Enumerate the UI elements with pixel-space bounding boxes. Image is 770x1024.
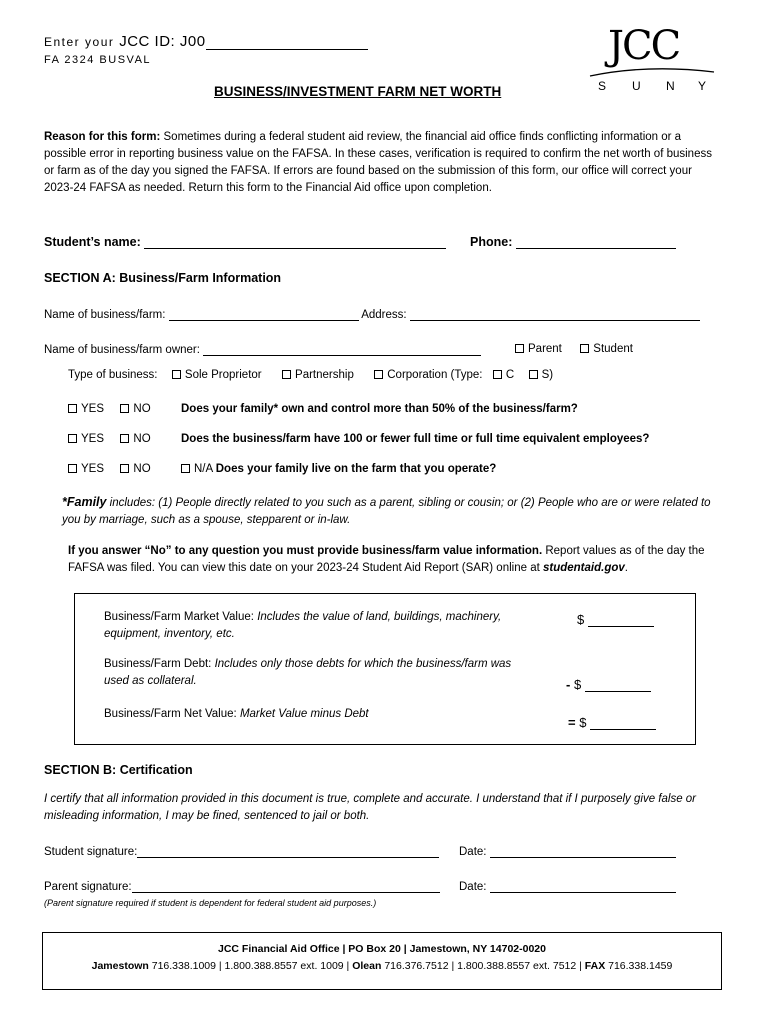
student-signature-row bbox=[44, 845, 439, 858]
owner-options bbox=[515, 343, 633, 355]
jcc-id-label bbox=[44, 33, 368, 50]
net-value-entry bbox=[568, 715, 656, 730]
corporation-label: Corporation (Type: bbox=[387, 369, 483, 381]
q1-yes-checkbox[interactable] bbox=[68, 404, 77, 413]
no-label: NO bbox=[133, 463, 151, 475]
business-name-row bbox=[44, 308, 700, 321]
corp-s-checkbox[interactable] bbox=[529, 370, 538, 379]
q3-yes-checkbox[interactable] bbox=[68, 464, 77, 473]
net-value-desc: Market Value minus Debt bbox=[239, 708, 369, 720]
student-name-field[interactable] bbox=[144, 236, 446, 249]
partnership-checkbox[interactable] bbox=[282, 370, 291, 379]
logo-swoosh-icon bbox=[588, 66, 718, 78]
id-prefix: JCC ID: J00 bbox=[119, 33, 206, 50]
footer-jamestown-numbers: 716.338.1009 | 1.800.388.8557 ext. 1009 | bbox=[151, 960, 350, 972]
question-3-options bbox=[68, 463, 151, 475]
dollar-sign: $ bbox=[573, 677, 582, 692]
student-checkbox[interactable] bbox=[580, 344, 589, 353]
dollar-sign: $ bbox=[579, 715, 587, 730]
debt-desc: Includes only those debts for which the business/farm was used as collateral. bbox=[104, 658, 512, 687]
student-date-row bbox=[459, 845, 676, 858]
market-value-row bbox=[104, 609, 504, 643]
equals-sign: = bbox=[568, 715, 576, 730]
business-type-label: Type of business: bbox=[68, 369, 158, 381]
student-signature-label: Student signature: bbox=[44, 846, 138, 858]
phone-label: Phone: bbox=[470, 235, 513, 249]
student-label: Student bbox=[593, 343, 633, 355]
parent-label: Parent bbox=[528, 343, 562, 355]
business-name-label: Name of business/farm: bbox=[44, 309, 166, 321]
logo-letter: U bbox=[632, 79, 641, 93]
question-3: Does your family live on the farm that you operate? bbox=[215, 463, 497, 475]
parent-checkbox[interactable] bbox=[515, 344, 524, 353]
q3-no-checkbox[interactable] bbox=[120, 464, 129, 473]
parent-date-field[interactable] bbox=[490, 880, 676, 893]
footer-jamestown-label: Jamestown bbox=[91, 960, 149, 972]
dollar-sign: $ bbox=[577, 612, 585, 627]
period: . bbox=[624, 562, 628, 574]
owner-row bbox=[44, 343, 481, 356]
q3-na-checkbox[interactable] bbox=[181, 464, 190, 473]
logo-letter: S bbox=[598, 79, 607, 93]
logo-suny-text bbox=[588, 79, 718, 93]
net-value-field[interactable] bbox=[590, 717, 656, 730]
jcc-id-field[interactable] bbox=[206, 37, 368, 50]
owner-label: Name of business/farm owner: bbox=[44, 344, 200, 356]
logo-jcc-text: JCC bbox=[608, 23, 680, 69]
address-label: Address: bbox=[361, 309, 407, 321]
yes-label: YES bbox=[81, 403, 105, 415]
na-label: N/A bbox=[194, 463, 213, 475]
question-2-options bbox=[68, 433, 151, 445]
parent-signature-field[interactable] bbox=[132, 880, 440, 893]
phone-field[interactable] bbox=[516, 236, 676, 249]
corp-c-checkbox[interactable] bbox=[493, 370, 502, 379]
yes-label: YES bbox=[81, 463, 105, 475]
footer-olean-label: Olean bbox=[352, 960, 382, 972]
net-value-row bbox=[104, 708, 369, 720]
corp-s-label: S) bbox=[541, 369, 554, 381]
question-1-options bbox=[68, 403, 151, 415]
debt-label: Business/Farm Debt: bbox=[104, 658, 212, 670]
yes-label: YES bbox=[81, 433, 105, 445]
sole-proprietor-label: Sole Proprietor bbox=[184, 369, 262, 381]
partnership-label: Partnership bbox=[295, 369, 354, 381]
footer-fax-number: 716.338.1459 bbox=[608, 960, 673, 972]
market-value-label: Business/Farm Market Value: bbox=[104, 611, 254, 623]
sole-proprietor-checkbox[interactable] bbox=[172, 370, 181, 379]
debt-field[interactable] bbox=[585, 679, 651, 692]
question-3-row bbox=[181, 463, 496, 475]
corporation-checkbox[interactable] bbox=[374, 370, 383, 379]
phone-row bbox=[470, 235, 676, 249]
student-date-field[interactable] bbox=[490, 845, 676, 858]
minus-sign: - bbox=[566, 677, 571, 692]
date-label: Date: bbox=[459, 846, 487, 858]
business-type-row bbox=[68, 369, 553, 381]
owner-field[interactable] bbox=[203, 343, 481, 356]
logo-letter: Y bbox=[698, 79, 707, 93]
net-value-label: Business/Farm Net Value: bbox=[104, 708, 237, 720]
no-label: NO bbox=[133, 403, 151, 415]
question-1: Does your family* own and control more than 50% of the business/farm? bbox=[181, 403, 578, 415]
student-name-row bbox=[44, 235, 446, 249]
family-note bbox=[62, 494, 722, 529]
parent-date-row bbox=[459, 880, 676, 893]
q2-no-checkbox[interactable] bbox=[120, 434, 129, 443]
no-answer-text: Report values as of the day the FAFSA was filed. You can view this date on your 2023-24 Student Aid Report (SAR) online at bbox=[68, 545, 705, 574]
corp-c-label: C bbox=[505, 369, 515, 381]
q1-no-checkbox[interactable] bbox=[120, 404, 129, 413]
no-answer-bold: If you answer “No” to any question you must provide business/farm value information. bbox=[68, 545, 543, 557]
market-value-field[interactable] bbox=[588, 614, 654, 627]
market-value-entry bbox=[577, 612, 654, 627]
student-signature-field[interactable] bbox=[137, 845, 439, 858]
debt-row bbox=[104, 656, 534, 690]
reason-label: Reason for this form: bbox=[44, 131, 161, 143]
footer-contacts bbox=[43, 960, 721, 972]
debt-entry bbox=[566, 677, 651, 692]
parent-signature-row bbox=[44, 880, 440, 893]
parent-signature-label: Parent signature: bbox=[44, 881, 132, 893]
id-label-text: Enter your bbox=[44, 35, 115, 49]
family-note-label: *Family bbox=[62, 495, 107, 509]
footer-address: JCC Financial Aid Office | PO Box 20 | Jamestown, NY 14702-0020 bbox=[217, 943, 546, 955]
section-b-heading: SECTION B: Certification bbox=[44, 763, 193, 777]
date-label: Date: bbox=[459, 881, 487, 893]
student-name-label: Student’s name: bbox=[44, 235, 141, 249]
reason-text: Sometimes during a federal student aid review, the financial aid office finds conflicting information or a possible error in reporting business value on the FAFSA. In these cases, verification is required to confirm the net worth of business or farm as of the day you signed the FAFSA. If errors are found based on the submission of this form, our office will correct your 2023-24 FAFSA as needed. Return this form to the Financial Aid office upon completion. bbox=[44, 131, 712, 194]
footer-box bbox=[42, 932, 722, 990]
footer-olean-numbers: 716.376.7512 | 1.800.388.8557 ext. 7512 | bbox=[384, 960, 582, 972]
form-code: FA 2324 BUSVAL bbox=[44, 54, 152, 66]
jcc-suny-logo bbox=[588, 23, 718, 96]
business-name-field[interactable] bbox=[169, 308, 359, 321]
address-field[interactable] bbox=[410, 308, 700, 321]
page-title: BUSINESS/INVESTMENT FARM NET WORTH bbox=[214, 84, 502, 99]
family-note-text: includes: (1) People directly related to you such as a parent, sibling or cousin; or (2) People who are or were related to you by marriage, such as a spouse, stepparent or in-law. bbox=[62, 497, 711, 526]
no-label: NO bbox=[133, 433, 151, 445]
reason-paragraph bbox=[44, 129, 724, 197]
question-2: Does the business/farm have 100 or fewer full time or full time equivalent employees? bbox=[181, 433, 650, 445]
section-a-heading: SECTION A: Business/Farm Information bbox=[44, 271, 282, 285]
studentaid-link[interactable]: studentaid.gov bbox=[542, 562, 625, 574]
no-answer-note bbox=[68, 543, 728, 577]
parent-signature-note: (Parent signature required if student is dependent for federal student aid purposes.) bbox=[44, 898, 377, 908]
logo-letter: N bbox=[666, 79, 675, 93]
certify-text: I certify that all information provided in this document is true, complete and accurate. I understand that if I purposely give false or misleading information, I may be fined, sentenced to jail or both. bbox=[44, 793, 697, 822]
footer-fax-label: FAX bbox=[584, 960, 606, 972]
market-value-desc: Includes the value of land, buildings, machinery, equipment, inventory, etc. bbox=[104, 611, 502, 640]
q2-yes-checkbox[interactable] bbox=[68, 434, 77, 443]
